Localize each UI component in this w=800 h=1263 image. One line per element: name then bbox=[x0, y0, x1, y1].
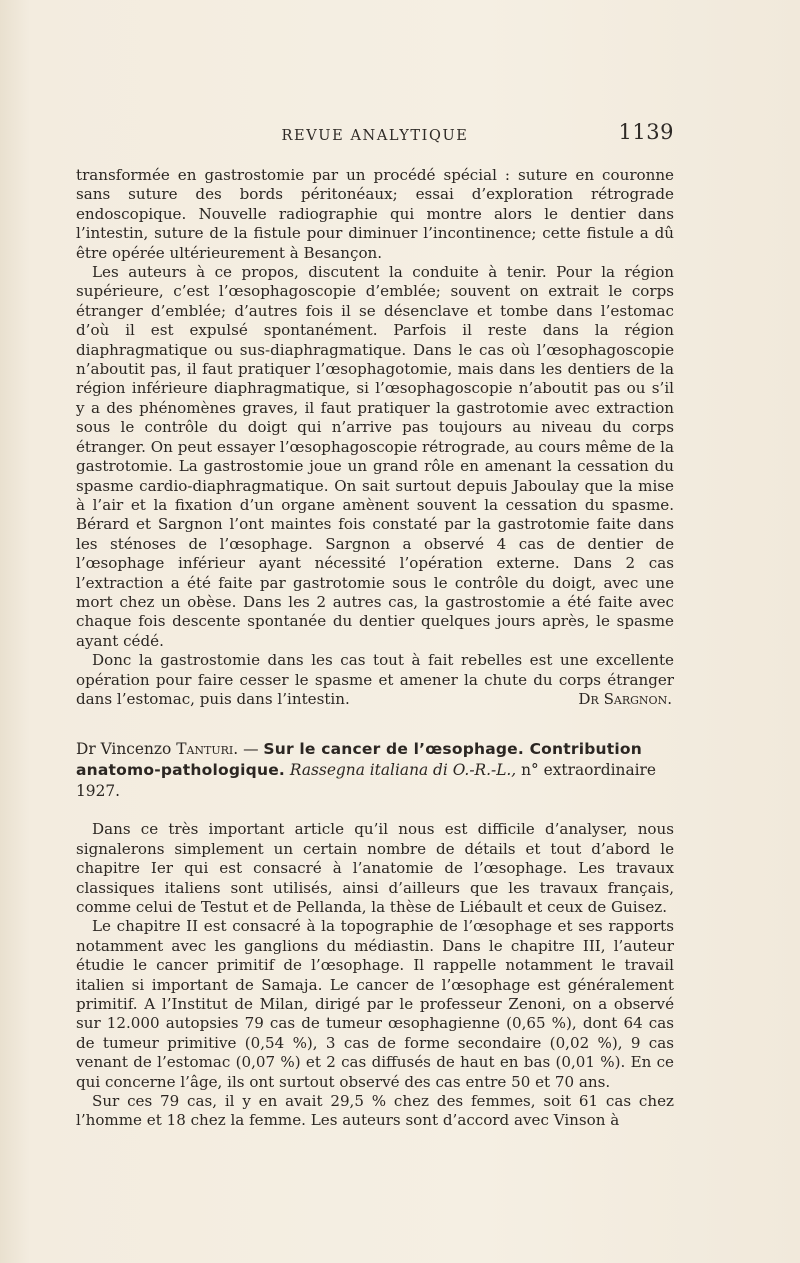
article-continuation bbox=[76, 166, 674, 709]
running-header bbox=[76, 120, 674, 150]
running-title: REVUE ANALYTIQUE bbox=[281, 128, 469, 144]
journal-name: Rassegna italiana di O.-R.-L., bbox=[289, 761, 517, 780]
author-signature: Dr Sargnon. bbox=[578, 689, 672, 708]
document-page bbox=[76, 120, 674, 1131]
paragraph bbox=[76, 651, 674, 709]
em-dash: — bbox=[243, 740, 259, 759]
journal-issue: n° extraordinaire 1927. bbox=[76, 761, 657, 801]
paragraph: Sur ces 79 cas, il y en avait 29,5 % chez des femmes, soit 61 cas chez l’homme et 18 chez la femme. Les auteurs sont d’accord avec Vinson à bbox=[76, 1092, 674, 1130]
review-body bbox=[76, 820, 674, 1131]
author-surname: Tanturi. bbox=[176, 740, 239, 759]
paragraph-text: Donc la gastrostomie dans les cas tout à fait rebelles est une excellente opération pour faire cesser le spasme et amener la chute du corps étranger dans l’estomac, puis dans l’intestin. bbox=[76, 651, 674, 708]
paragraph: Les auteurs à ce propos, discutent la conduite à tenir. Pour la région supérieure, c’est l’œsophagoscopie d’emblée; souvent on extrait le corps étranger d’emblée; d’autres fois il se désenclave et tombe dans l’estomac d’où il est expulsé spontanément. Parfois il reste dans la région diaphragmatique ou sus-diaphragmatique. Dans le cas où l’œsophagoscopie n’aboutit pas, il faut pratiquer l’œsophagotomie, mais dans les dentiers de la région inférieure diaphragmatique, si l’œsophagoscopie n’aboutit pas ou s’il y a des phénomènes graves, il faut pratiquer la gastrotomie avec extraction sous le contrôle du doigt qui n’arrive pas toujours au niveau du corps étranger. On peut essayer l’œsophagoscopie rétrograde, au cours même de la gastrotomie. La gastrostomie joue un grand rôle en amenant la cessation du spasme cardio-diaphragmatique. On sait surtout depuis Jaboulay que la mise à l’air et la fixation d’un organe amènent souvent la cessation du spasme. Bérard et Sargnon l’ont maintes fois constaté par la gastrotomie faite dans les sténoses de l’œsophage. Sargnon a observé 4 cas de dentier de l’œsophage inférieur ayant nécessité l’opération externe. Dans 2 cas l’extraction a été faite par gastrotomie sous le contrôle du doigt, avec une mort chez un obèse. Dans les 2 autres cas, la gastrostomie a été faite avec chaque fois descente spontanée du dentier quelques jours après, le spasme ayant cédé. bbox=[76, 263, 674, 650]
paragraph: transformée en gastrostomie par un procédé spécial : suture en couronne sans suture des bords péritonéaux; essai d’exploration rétrograde endoscopique. Nouvelle radiographie qui montre alors le dentier dans l’intestin, suture de la fistule pour diminuer l’incontinence; cette fistule a dû être opérée ultérieurement à Besançon. bbox=[76, 166, 674, 262]
page-number: 1139 bbox=[618, 120, 674, 144]
review-heading bbox=[76, 739, 674, 802]
closing-paragraph bbox=[76, 651, 674, 709]
author-prefix: Dr Vincenzo bbox=[76, 740, 172, 759]
paragraph: Dans ce très important article qu’il nous est difficile d’analyser, nous signalerons simplement un certain nombre de détails et tout d’abord le chapitre Ier qui est consacré à l’anatomie de l’œsophage. Les travaux classiques italiens sont utilisés, ainsi d’ailleurs que les travaux français, comme celui de Testut et de Pellanda, la thèse de Liébault et ceux de Guisez. bbox=[76, 820, 674, 916]
article-title: Sur le cancer de l’œsophage. Contribution anatomo-pathologique. bbox=[76, 740, 642, 780]
paragraph: Le chapitre II est consacré à la topographie de l’œsophage et ses rapports notamment avec les ganglions du médiastin. Dans le chapitre III, l’auteur étudie le cancer primitif de l’œsophage. Il rappelle notamment le travail italien si important de Samaja. Le cancer de l’œsophage est généralement primitif. A l’Institut de Milan, dirigé par le professeur Zenoni, on a observé sur 12.000 autopsies 79 cas de tumeur œsophagienne (0,65 %), dont 64 cas de tumeur primitive (0,54 %), 3 cas de forme secondaire (0,02 %), 9 cas venant de l’estomac (0,07 %) et 2 cas diffusés de haut en bas (0,01 %). En ce qui concerne l’âge, ils ont surtout observé des cas entre 50 et 70 ans. bbox=[76, 917, 674, 1091]
